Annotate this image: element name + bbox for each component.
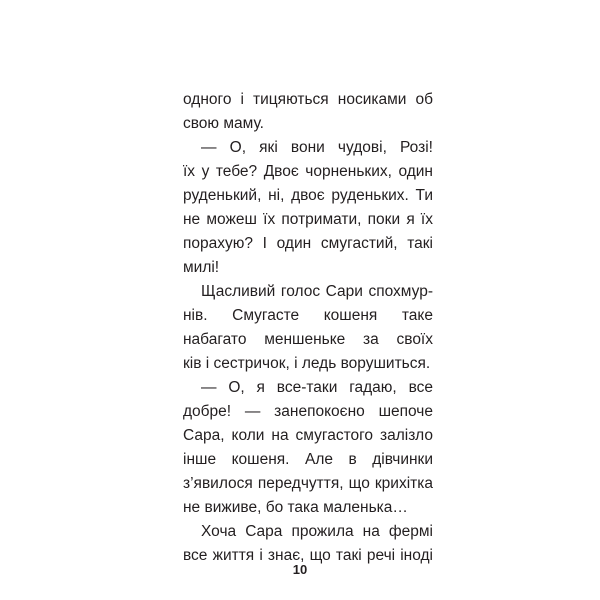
text-line: — О, які вони чудові, Розі! <box>201 139 433 156</box>
text-line: милі! <box>183 259 220 276</box>
text-line: інше кошеня. Але в дівчинки <box>183 451 433 468</box>
text-line: добре! — занепокоєно шепоче <box>183 403 433 420</box>
text-line: їх у тебе? Двоє чорненьких, один <box>183 163 433 180</box>
text-line: не можеш їх потримати, поки я їх <box>183 211 433 228</box>
text-line: набагато меншеньке за своїх <box>183 331 433 348</box>
text-line: Хоча Сара прожила на фермі <box>201 523 433 540</box>
text-line: руденький, ні, двоє руденьких. Ти <box>183 187 433 204</box>
text-line: — О, я все-таки гадаю, все <box>201 379 433 396</box>
text-line: все життя і знає, що такі речі іноді <box>183 547 433 564</box>
text-line: порахую? І один смугастий, такі <box>183 235 433 252</box>
text-line: не виживе, бо така маленька… <box>183 499 408 516</box>
page-body-text <box>183 88 433 568</box>
text-line: одного і тицяються носиками об <box>183 91 433 108</box>
text-line: Щасливий голос Сари спохмур- <box>201 283 433 300</box>
text-line: Сара, коли на смугастого залізло <box>183 427 433 444</box>
page-number: 10 <box>292 562 308 577</box>
text-line: з’явилося передчуття, що крихітка <box>183 475 433 492</box>
text-line: ків і сестричок, і ледь ворушиться. <box>183 355 431 372</box>
text-line: нів. Смугасте кошеня таке <box>183 307 433 324</box>
text-line: свою маму. <box>183 115 264 132</box>
